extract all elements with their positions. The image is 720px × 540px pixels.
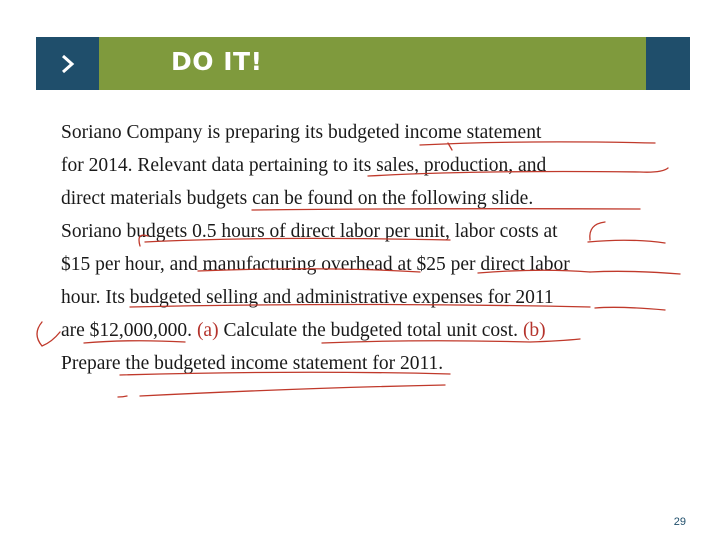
- problem-line: Soriano budgets 0.5 hours of direct labor per unit, labor costs at: [61, 221, 558, 242]
- page-number: 29: [673, 516, 686, 528]
- ink-line-below-2: [140, 385, 445, 396]
- part-a-label: (a): [196, 320, 219, 341]
- ink-left-bracket: [37, 322, 60, 346]
- expense-text: are $12,000,000.: [61, 320, 197, 341]
- problem-line: Soriano Company is preparing its budgeted income statement: [61, 122, 542, 143]
- problem-line: $15 per hour, and manufacturing overhead at $25 per direct labor: [61, 254, 570, 275]
- part-a-text: Calculate the budgeted total unit cost.: [218, 320, 523, 341]
- problem-line: for 2014. Relevant data pertaining to its sales, production, and: [61, 155, 547, 176]
- problem-line: Prepare the budgeted income statement for 2011.: [61, 353, 444, 374]
- ink-line-below-1: [118, 396, 127, 397]
- problem-line: direct materials budgets can be found on the following slide.: [61, 188, 534, 209]
- banner-right-block: [646, 37, 690, 90]
- banner-title-bar: [99, 37, 682, 90]
- problem-statement: [61, 116, 686, 380]
- problem-line: hour. Its budgeted selling and administrative expenses for 2011: [61, 287, 554, 308]
- problem-line-parts: [61, 314, 686, 347]
- part-b-label: (b): [522, 320, 546, 341]
- header-banner: [36, 37, 690, 90]
- banner-left-block: [36, 37, 99, 90]
- chevron-right-icon: [58, 53, 78, 75]
- banner-title: DO IT!: [171, 47, 263, 76]
